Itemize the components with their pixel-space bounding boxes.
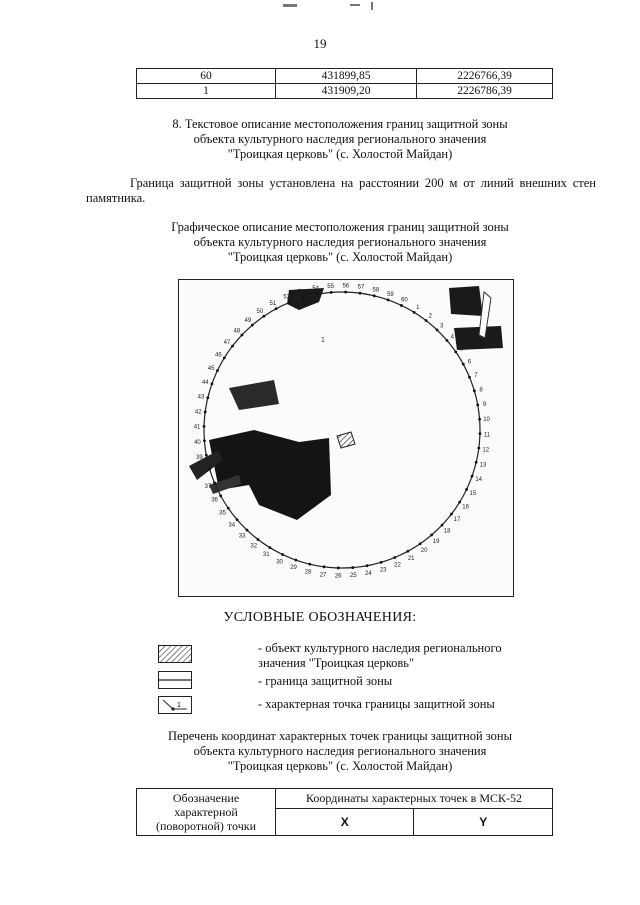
boundary-point-label: 29 — [290, 565, 297, 572]
x-cell: 431909,20 — [276, 84, 417, 99]
legend-boundary-text: - граница защитной зоны — [258, 674, 393, 688]
boundary-point — [477, 447, 480, 450]
map-marker-label: 1 — [321, 337, 325, 344]
table-row — [137, 69, 553, 84]
boundary-point — [351, 566, 354, 569]
boundary-point-label: 35 — [219, 510, 226, 517]
boundary-point — [419, 542, 422, 545]
boundary-point-label: 55 — [327, 283, 334, 290]
boundary-point — [393, 556, 396, 559]
boundary-point-label: 23 — [379, 567, 387, 574]
boundary-point-label: 52 — [283, 294, 290, 301]
boundary-point — [413, 311, 416, 314]
boundary-point — [430, 534, 433, 537]
heritage-object-hatched — [337, 432, 355, 448]
legend-boundary-symbol — [158, 671, 192, 689]
boundary-point-label: 2 — [428, 313, 432, 320]
boundary-point — [387, 299, 390, 302]
scan-mark — [371, 2, 373, 10]
boundary-point-label: 11 — [483, 432, 491, 439]
boundary-point — [257, 538, 260, 541]
coordinates-table-header — [136, 788, 553, 836]
boundary-point-label: 22 — [394, 562, 401, 569]
boundary-point-label: 5 — [459, 346, 464, 353]
boundary-point — [479, 432, 482, 435]
boundary-point — [471, 475, 474, 478]
boundary-point — [450, 513, 453, 516]
boundary-point — [380, 561, 383, 564]
coordinate-list-heading: Перечень координат характерных точек границы защитной зоны объекта культурного наследия регионального значения "Троицкая церковь" (с. Холостой Майдан) — [167, 729, 513, 773]
boundary-point — [288, 301, 291, 304]
boundary-point-label: 26 — [334, 573, 342, 580]
boundary-point-label: 27 — [319, 572, 327, 579]
legend-point-symbol — [158, 696, 192, 714]
boundary-point — [458, 501, 461, 504]
scan-mark — [350, 4, 360, 6]
boundary-point-label: 56 — [342, 283, 350, 290]
boundary-point-label: 59 — [387, 291, 394, 298]
boundary-point — [211, 383, 214, 386]
boundary-point — [208, 468, 211, 471]
graphic-description-heading: Графическое описание местоположения границ защитной зоны объекта культурного наследия регионального значения "Троицкая церковь" (с. Холостой Майдан) — [171, 220, 509, 264]
boundary-point — [476, 403, 479, 406]
boundary-point-label: 60 — [401, 297, 408, 304]
boundary-point — [454, 350, 457, 353]
boundary-point-label: 19 — [432, 538, 440, 545]
boundary-point — [406, 550, 409, 553]
boundary-point-label: 30 — [276, 559, 283, 566]
boundary-point-label: 53 — [297, 289, 305, 296]
page-number: 19 — [313, 36, 327, 51]
legend-heritage-symbol — [158, 645, 192, 663]
boundary-point — [206, 396, 209, 399]
boundary-point-label: 44 — [201, 380, 209, 387]
boundary-point-label: 20 — [420, 548, 428, 555]
boundary-point — [236, 518, 239, 521]
boundary-point-label: 17 — [453, 516, 461, 523]
boundary-point-label: 58 — [372, 287, 380, 294]
boundary-point-label: 41 — [193, 424, 201, 431]
boundary-point-label: 4 — [450, 334, 454, 341]
boundary-point — [337, 567, 340, 570]
boundary-point-label: 43 — [197, 394, 205, 401]
boundary-point — [295, 559, 298, 562]
boundary-point — [478, 418, 481, 421]
boundary-point — [308, 563, 311, 566]
boundary-point-label: 7 — [474, 373, 478, 380]
protection-zone-map — [178, 279, 514, 597]
boundary-point-label: 3 — [440, 323, 444, 330]
boundary-point-label: 33 — [238, 533, 246, 540]
table-row — [137, 84, 553, 99]
boundary-point-label: 42 — [194, 409, 202, 416]
boundary-point-label: 38 — [199, 469, 207, 476]
boundary-point — [213, 481, 216, 484]
boundary-point — [246, 529, 249, 532]
scan-mark — [283, 4, 297, 7]
boundary-point — [400, 304, 403, 307]
boundary-point-label: 15 — [469, 490, 477, 497]
building-blob — [229, 380, 279, 410]
boundary-point — [366, 564, 369, 567]
boundary-point-label: 9 — [482, 402, 487, 409]
boundary-point-label: 48 — [233, 328, 241, 335]
boundary-point — [301, 296, 304, 299]
boundary-point — [373, 294, 376, 297]
boundary-point-label: 36 — [211, 497, 218, 504]
y-cell: 2226766,39 — [417, 69, 553, 84]
boundary-point-label: 45 — [207, 366, 215, 373]
map-canvas — [179, 280, 513, 596]
boundary-point — [465, 488, 468, 491]
boundary-point — [281, 553, 284, 556]
boundary-point-label: 47 — [223, 340, 231, 347]
boundary-point-label: 57 — [357, 284, 365, 291]
boundary-point — [462, 363, 465, 366]
boundary-point-label: 13 — [479, 462, 487, 469]
boundary-point-label: 10 — [483, 417, 490, 424]
boundary-point — [275, 307, 278, 310]
boundary-point — [330, 291, 333, 294]
boundary-point-label: 28 — [304, 569, 312, 576]
boundary-point — [359, 292, 362, 295]
boundary-point-label: 1 — [416, 304, 420, 311]
boundary-point-label: 18 — [443, 528, 451, 535]
boundary-point-label: 37 — [204, 483, 212, 490]
point-cell: 60 — [137, 69, 276, 84]
boundary-point-label: 16 — [462, 504, 469, 511]
x-column-header: X — [276, 808, 414, 835]
boundary-point — [268, 546, 271, 549]
boundary-point-label: 46 — [215, 352, 222, 359]
boundary-point-label: 39 — [196, 454, 203, 461]
boundary-point — [436, 329, 439, 332]
y-column-header: Y — [414, 808, 553, 835]
boundary-point — [251, 324, 254, 327]
legend-title: УСЛОВНЫЕ ОБОЗНАЧЕНИЯ: — [223, 610, 417, 625]
legend-point-number: 1 — [177, 702, 181, 709]
section-8-heading: 8. Текстовое описание местоположения границ защитной зоны объекта культурного наследия регионального значения "Троицкая церковь" (с. Холостой Майдан) — [172, 117, 508, 161]
boundary-point — [262, 315, 265, 318]
point-designation-header: Обозначение характерной (поворотной) точки — [137, 789, 276, 836]
boundary-point-label: 8 — [479, 387, 483, 394]
x-cell: 431899,85 — [276, 69, 417, 84]
protection-zone-boundary — [194, 284, 491, 580]
boundary-point — [241, 334, 244, 337]
boundary-point-label: 12 — [482, 447, 490, 454]
boundary-point-label: 51 — [269, 301, 277, 308]
boundary-point — [468, 376, 471, 379]
boundary-point-label: 50 — [256, 308, 264, 315]
boundary-point — [473, 389, 476, 392]
boundary-point-label: 40 — [194, 439, 201, 446]
boundary-point-label: 14 — [475, 476, 483, 483]
point-cell: 1 — [137, 84, 276, 99]
boundary-point — [223, 356, 226, 359]
boundary-point-label: 31 — [262, 552, 270, 559]
boundary-point-label: 6 — [467, 359, 472, 366]
boundary-point-label: 54 — [312, 285, 319, 292]
legend-point-text: - характерная точка границы защитной зоны — [258, 697, 495, 711]
boundary-point — [204, 411, 207, 414]
boundary-point — [205, 454, 208, 457]
boundary-point — [425, 319, 428, 322]
boundary-point — [203, 439, 206, 442]
boundary-point — [227, 507, 230, 510]
boundary-point-label: 34 — [228, 522, 236, 529]
boundary-paragraph: Граница защитной зоны установлена на расстоянии 200 м от линий внешних стен памятника. — [86, 176, 596, 205]
boundary-point — [344, 291, 347, 294]
boundary-point — [446, 339, 449, 342]
boundary-point — [216, 369, 219, 372]
coordinates-table-continued — [136, 68, 553, 99]
boundary-point-label: 32 — [250, 543, 258, 550]
boundary-point — [203, 425, 206, 428]
boundary-point-label: 25 — [350, 573, 357, 580]
legend-heritage-text: - объект культурного наследия регионального значения "Троицкая церковь" — [258, 641, 502, 670]
coords-system-header: Координаты характерных точек в МСК-52 — [276, 789, 553, 809]
boundary-point — [323, 565, 326, 568]
boundary-point — [315, 293, 318, 296]
boundary-point — [475, 461, 478, 464]
boundary-point-label: 49 — [244, 318, 252, 325]
boundary-point — [231, 345, 234, 348]
boundary-point-label: 24 — [365, 571, 372, 578]
boundary-point — [441, 524, 444, 527]
boundary-point-label: 21 — [407, 555, 415, 562]
building-blob — [449, 286, 483, 316]
y-cell: 2226786,39 — [417, 84, 553, 99]
boundary-point — [219, 494, 222, 497]
